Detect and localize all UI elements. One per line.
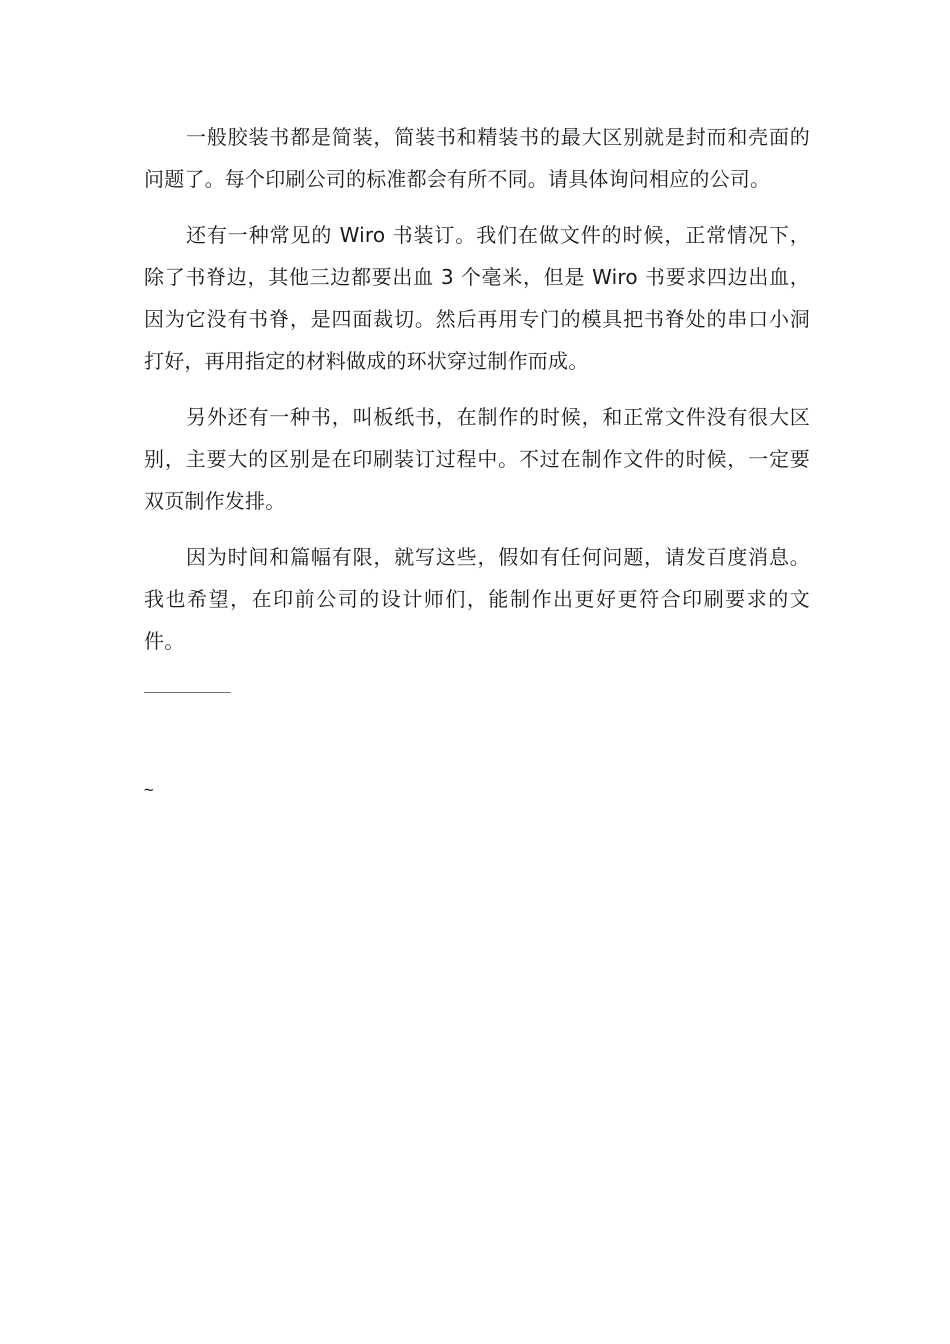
paragraph-board-book: 另外还有一种书，叫板纸书，在制作的时候，和正常文件没有很大区别，主要大的区别是在印刷装订过程中。不过在制作文件的时候，一定要双页制作发排。 — [144, 405, 810, 513]
trailing-mark: ~ — [144, 780, 154, 799]
document-body — [144, 116, 810, 802]
paragraph-closing: 因为时间和篇幅有限，就写这些，假如有任何问题，请发百度消息。我也希望，在印前公司的设计师们，能制作出更好更符合印刷要求的文件。 — [144, 545, 810, 653]
separator-line: _________ — [144, 674, 231, 693]
paragraph-wiro-binding: 还有一种常见的 Wiro 书装订。我们在做文件的时候，正常情况下，除了书脊边，其他三边都要出血 3 个毫米，但是 Wiro 书要求四边出血，因为它没有书脊，是四面裁切。然后再用专门的模具把书脊处的串口小洞打好，再用指定的材料做成的环状穿过制作而成。 — [144, 223, 810, 373]
paragraph-binding-types: 一般胶装书都是简装，简装书和精装书的最大区别就是封而和壳面的问题了。每个印刷公司的标准都会有所不同。请具体询问相应的公司。 — [144, 125, 810, 191]
